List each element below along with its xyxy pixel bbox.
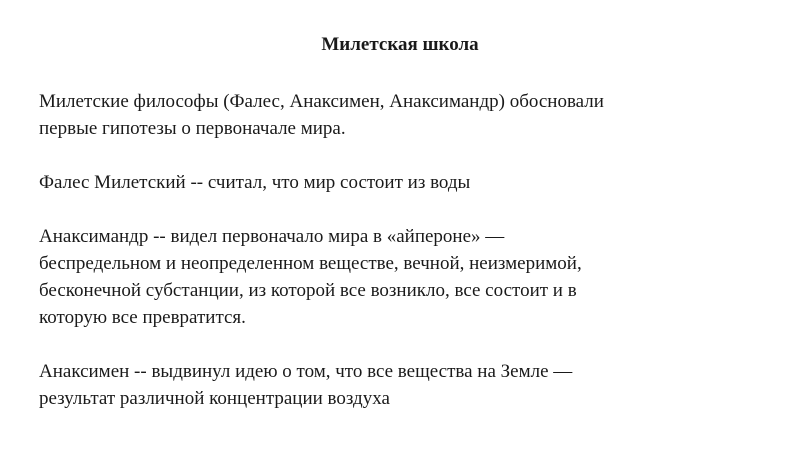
- paragraph-thales: [39, 169, 759, 196]
- paragraph-anaximenes: [39, 358, 759, 412]
- text-line: Анаксимен -- выдвинул идею о том, что все вещества на Земле —: [39, 361, 573, 382]
- text-line: первые гипотезы о первоначале мира.: [39, 118, 346, 139]
- slide-title: Милетская школа: [321, 34, 479, 55]
- text-line: беспредельном и неопределенном веществе, вечной, неизмеримой,: [39, 253, 582, 274]
- paragraph-anaximander: [39, 223, 759, 331]
- text-line: результат различной концентрации воздуха: [39, 388, 390, 409]
- paragraph-milesian-philosophers: [39, 88, 759, 142]
- text-line: бесконечной субстанции, из которой все возникло, все состоит и в: [39, 280, 577, 301]
- slide-body: [39, 88, 759, 412]
- text-line: которую все превратится.: [39, 307, 246, 328]
- text-line: Фалес Милетский -- считал, что мир состоит из воды: [39, 172, 471, 193]
- text-line: Анаксимандр -- видел первоначало мира в «айпероне» —: [39, 226, 505, 247]
- text-line: Милетские философы (Фалес, Анаксимен, Анаксимандр) обосновали: [39, 91, 604, 112]
